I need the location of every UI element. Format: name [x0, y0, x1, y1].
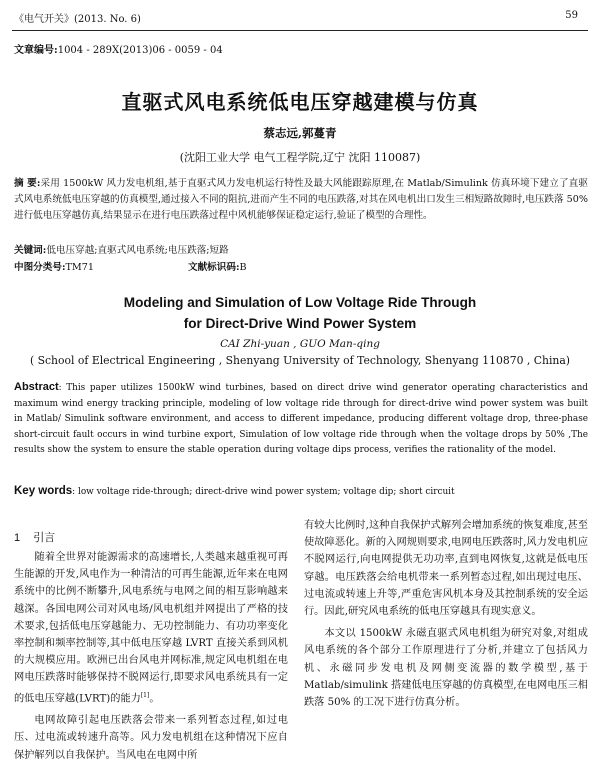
doc-code: [188, 259, 247, 273]
keywords-en-text: : low voltage ride-through; direct-drive wind power system; voltage dip; short circuit: [72, 487, 455, 497]
article-number-label: 文章编号:: [14, 45, 58, 56]
abstract-en-text: : This paper utilizes 1500kW wind turbines, based on direct drive wind generator operating characteristics and maximum wind energy tracking principle, modeling of low voltage ride through for direct-drive wind power system was built in Matlab/ Simulink software environment, and access to different impedance, producing different voltage drop, three-phase short-circuit fault occurs in wind turbine export, Simulation of low voltage ride through when the voltage drops by 50% ,The results show the system to ensure the stable operation during voltage dips process, verifies the rationality of the model.: [14, 383, 588, 455]
abstract-cn-text: 采用 1500kW 风力发电机组,基于直驱式风力发电机运行特性及最大风能跟踪原理,在 Matlab/Simulink 仿真环境下建立了直驱式风电系统低电压穿越的仿真模型,通过接入不同的阻抗,进而产生不同的电压跌落,对其在风电机出口发生三相短路故障时,电压跌落 50% 进行低电压穿越仿真,结果显示在进行电压跌落过程中风机能够保证稳定运行,验证了模型的合理性。: [14, 178, 588, 222]
authors-en: CAI Zhi-yuan , GUO Man-qing: [220, 338, 380, 350]
keywords-cn: [14, 242, 229, 256]
abstract-cn-label: 摘 要:: [14, 178, 41, 189]
section-heading: [14, 529, 55, 545]
article-number-value: 1004 - 289X(2013)06 - 0059 - 04: [57, 45, 223, 56]
title-en-line2: for Direct-Drive Wind Power System: [183, 316, 417, 331]
title-en: [0, 292, 600, 334]
authors-cn: 蔡志远,郭蔓青: [263, 126, 337, 140]
page-number: 59: [565, 10, 578, 21]
section-number: 1: [14, 532, 21, 544]
doc-code-label: 文献标识码:: [188, 262, 240, 273]
article-number: [14, 41, 223, 56]
citation: [1]: [140, 691, 150, 699]
keywords-en: [14, 485, 455, 497]
keywords-en-label: Key words: [14, 485, 73, 497]
class-number: [14, 259, 94, 273]
header-rule: [12, 30, 588, 31]
body-column-right: [304, 517, 588, 711]
section-title: 引言: [33, 532, 56, 544]
body-paragraph: [14, 549, 288, 707]
body-text: 随着全世界对能源需求的高速增长,人类越来越重视可再生能源的开发,风电作为一种清洁的可再生能源,近年来在电网系统中的比例不断攀升,风电系统与电网之间的相互影响越来越深。各国电网公司对风电场/风电机组并网提出了严格的技术要求,包括低电压穿越能力、无功控制能力、有功功率变化率控制和频率控制等,其中低电压穿越 LVRT 直接关系到风机的大规模应用。欧洲已出台风电并网标准,规定风电机组在电网电压跌落时能够保持不脱网运行,即要求风电系统具有一定的低电压穿越(LVRT)的能力: [14, 552, 288, 705]
doc-code-value: B: [239, 262, 247, 273]
abstract-cn: [14, 176, 588, 225]
body-paragraph: 本文以 1500kW 永磁直驱式风电机组为研究对象,对组成风电系统的各个部分工作原理进行了分析,并建立了包括风力机、永磁同步发电机及网侧变流器的数学模型,基于 Matlab/simulink 搭建低电压穿越的仿真模型,在电网电压三相跌落 50% 的工况下进行仿真分析。: [304, 628, 588, 709]
keywords-cn-text: 低电压穿越;直驱式风电系统;电压跌落;短路: [46, 245, 229, 256]
affiliation-en: ( School of Electrical Engineering , Shenyang University of Technology, Shenyang 110870 , China): [29, 354, 571, 367]
class-number-value: TM71: [65, 262, 94, 273]
title-en-line1: Modeling and Simulation of Low Voltage Ride Through: [123, 295, 477, 310]
abstract-en-label: Abstract: [14, 381, 59, 393]
keywords-cn-label: 关键词:: [14, 245, 47, 256]
running-header-journal: 《电气开关》(2013. No. 6): [14, 14, 141, 25]
abstract-en: [14, 380, 588, 459]
affiliation-cn: (沈阳工业大学 电气工程学院,辽宁 沈阳 110087): [179, 151, 421, 164]
body-text: 。: [149, 693, 160, 705]
body-paragraph: 电网故障引起电压跌落会带来一系列暂态过程,如过电压、过电流或转速升高等。风力发电机组在这种情况下应自保护解列以自我保护。当风电在电网中所: [14, 715, 288, 761]
body-column-left: [14, 549, 288, 764]
body-paragraph: 有较大比例时,这种自我保护式解列会增加系统的恢复难度,甚至使故障恶化。新的入网规则要求,电网电压跌落时,风力发电机应不脱网运行,向电网提供无功功率,直到电网恢复,这就是低电压穿越。电压跌落会给电机带来一系列暂态过程,如出现过电压、过电流或转速上升等,严重危害风机本身及其控制系统的安全运行。因此,研究风电系统的低电压穿越具有现实意义。: [304, 520, 588, 618]
class-number-label: 中图分类号:: [14, 262, 66, 273]
title-cn: 直驱式风电系统低电压穿越建模与仿真: [121, 90, 479, 114]
